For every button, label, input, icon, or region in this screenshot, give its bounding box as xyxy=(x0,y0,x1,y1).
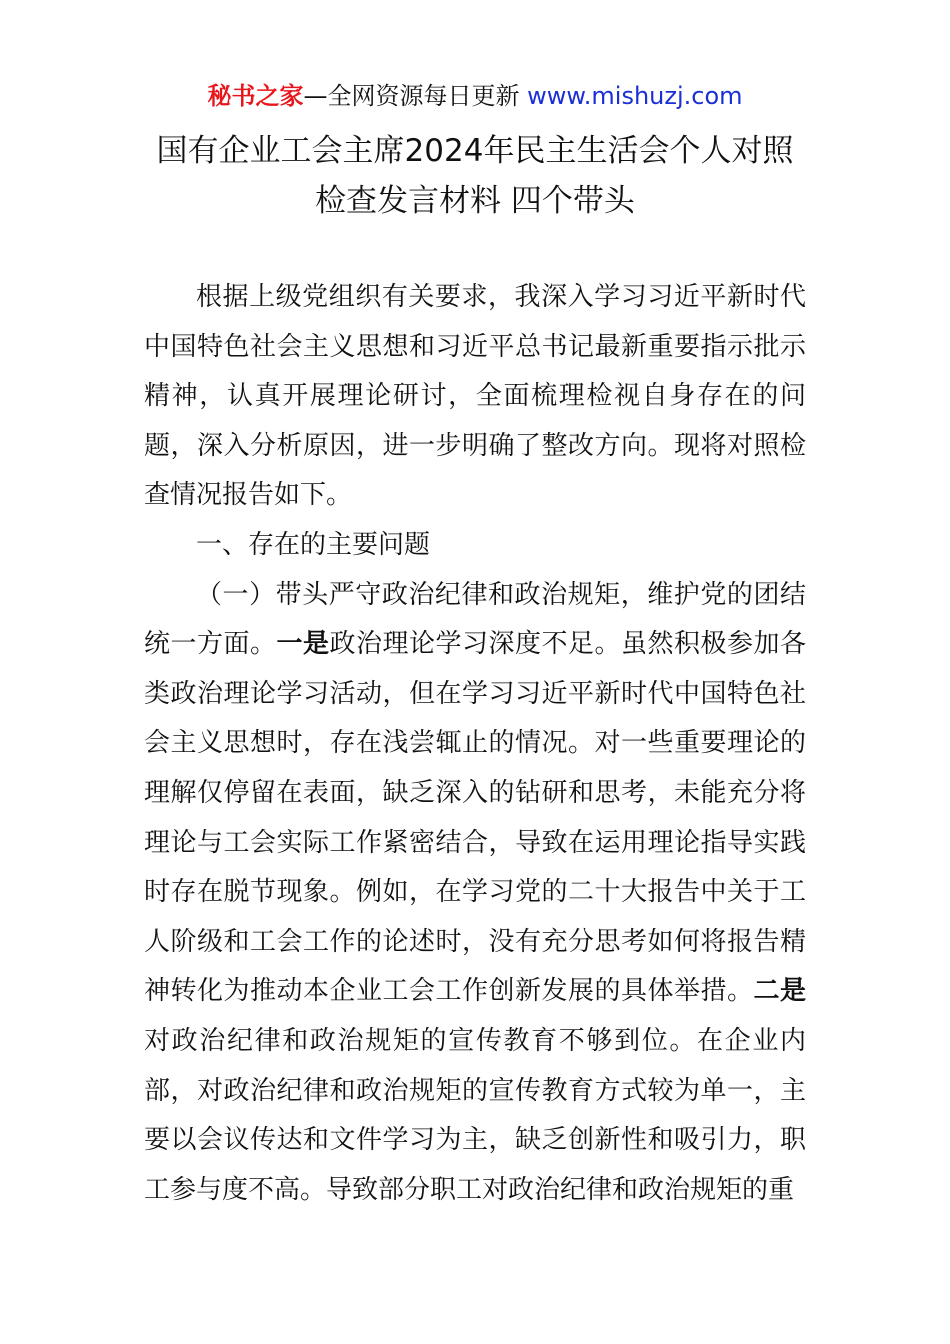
issue-paragraph xyxy=(144,571,806,1216)
point-one-label: 一是 xyxy=(276,629,330,660)
subsection-heading: （一）带头严守政治纪律和政治规矩，维护党的团结统一方面。 xyxy=(144,579,806,660)
header-tagline: —全网资源每日更新 xyxy=(303,82,528,110)
title-line-2: 检查发言材料 四个带头 xyxy=(315,183,635,219)
point-two-text: 对政治纪律和政治规矩的宣传教育不够到位。在企业内部，对政治纪律和政治规矩的宣传教育方式较为单一，主要以会议传达和文件学习为主，缺乏创新性和吸引力，职工参与度不高。导致部分职工对政治纪律和政治规矩的重 xyxy=(144,1025,806,1205)
site-header xyxy=(0,78,950,114)
intro-paragraph: 根据上级党组织有关要求，我深入学习习近平新时代中国特色社会主义思想和习近平总书记最新重要指示批示精神，认真开展理论研讨，全面梳理检视自身存在的问题，深入分析原因，进一步明确了整改方向。现将对照检查情况报告如下。 xyxy=(144,282,806,511)
point-one-text: 政治理论学习深度不足。虽然积极参加各类政治理论学习活动，但在学习习近平新时代中国特色社会主义思想时，存在浅尝辄止的情况。对一些重要理论的理解仅停留在表面，缺乏深入的钻研和思考，未能充分将理论与工会实际工作紧密结合，导致在运用理论指导实践时存在脱节现象。例如，在学习党的二十大报告中关于工人阶级和工会工作的论述时，没有充分思考如何将报告精神转化为推动本企业工会工作创新发展的具体举措。 xyxy=(144,629,806,1007)
document-title xyxy=(100,126,850,226)
section-heading: 一、存在的主要问题 xyxy=(196,529,431,560)
title-line-1: 国有企业工会主席2024年民主生活会个人对照 xyxy=(156,133,794,169)
site-url: www.mishuzj.com xyxy=(527,82,743,110)
document-body xyxy=(144,273,806,1215)
point-two-label: 二是 xyxy=(753,976,806,1007)
brand-name: 秘书之家 xyxy=(207,82,304,110)
